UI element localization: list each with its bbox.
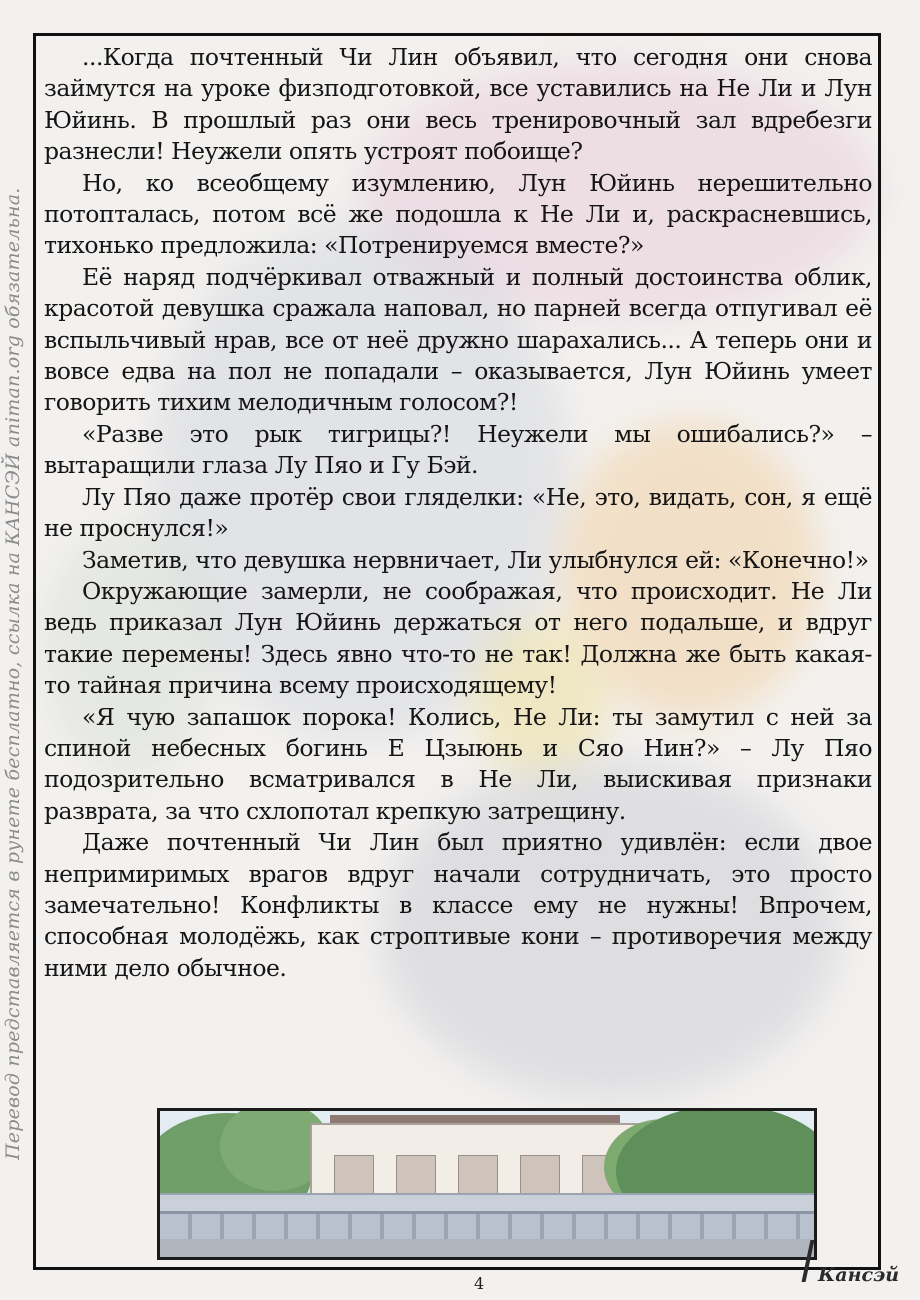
- translation-credit-note: Перевод представляется в рунете бесплатно, ссылка на КАНСЭЙ animan.org обязательна.: [2, 187, 24, 1160]
- building-window: [520, 1155, 560, 1197]
- building-window: [334, 1155, 374, 1197]
- story-text: [44, 42, 872, 984]
- paragraph: «Я чую запашок порока! Колись, Не Ли: ты замутил с ней за спиной небесных богинь Е Цзыюнь и Сяо Нин?» – Лу Пяо подозрительно всматривался в Не Ли, выискивая признаки разврата, за что схлопотал крепкую затрещину.: [44, 702, 872, 825]
- paragraph: Лу Пяо даже протёр свои гляделки: «Не, это, видать, сон, я ещё не проснулся!»: [44, 482, 872, 543]
- page-number: 4: [474, 1274, 485, 1293]
- paragraph: ...Когда почтенный Чи Лин объявил, что сегодня они снова займутся на уроке физподготовкой, все уставились на Не Ли и Лун Юйинь. В прошлый раз они весь тренировочный зал вдребезги разнесли! Неужели опять устроят побоище?: [44, 43, 872, 166]
- paragraph: Её наряд подчёркивал отважный и полный достоинства облик, красотой девушка сражала наповал, но парней всегда отпугивал её вспыльчивый нрав, все от неё дружно шарахались... А теперь они и вовсе едва на пол не попадали – оказывается, Лун Юйинь умеет говорить тихим мелодичным голосом?!: [44, 262, 872, 417]
- building-window: [458, 1155, 498, 1197]
- paragraph: Окружающие замерли, не соображая, что происходит. Не Ли ведь приказал Лун Юйинь держаться от него подальше, и вдруг такие перемены! Здесь явно что-то не так! Должна же быть какая-то тайная причина всему происходящему!: [44, 576, 872, 700]
- logo-text: Кансэй: [818, 1264, 900, 1286]
- kansei-logo: [800, 1238, 908, 1294]
- courtyard-illustration: [157, 1108, 817, 1260]
- building-window: [396, 1155, 436, 1197]
- paragraph: Даже почтенный Чи Лин был приятно удивлён: если двое непримиримых врагов вдруг начали сотрудничать, это просто замечательно! Конфликты в классе ему не нужны! Впрочем, способная молодёжь, как строптивые кони – противоречия между ними дело обычное.: [44, 828, 872, 982]
- paragraph: Заметив, что девушка нервничает, Ли улыбнулся ей: «Конечно!»: [82, 545, 869, 574]
- ground: [160, 1239, 814, 1257]
- paragraph: Но, ко всеобщему изумлению, Лун Юйинь нерешительно потопталась, потом всё же подошла к Не Ли и, раскрасневшись, тихонько предложила: «Потренируемся вместе?»: [44, 168, 872, 260]
- paragraph: «Разве это рык тигрицы?! Неужели мы ошибались?» – вытаращили глаза Лу Пяо и Гу Бэй.: [44, 419, 872, 480]
